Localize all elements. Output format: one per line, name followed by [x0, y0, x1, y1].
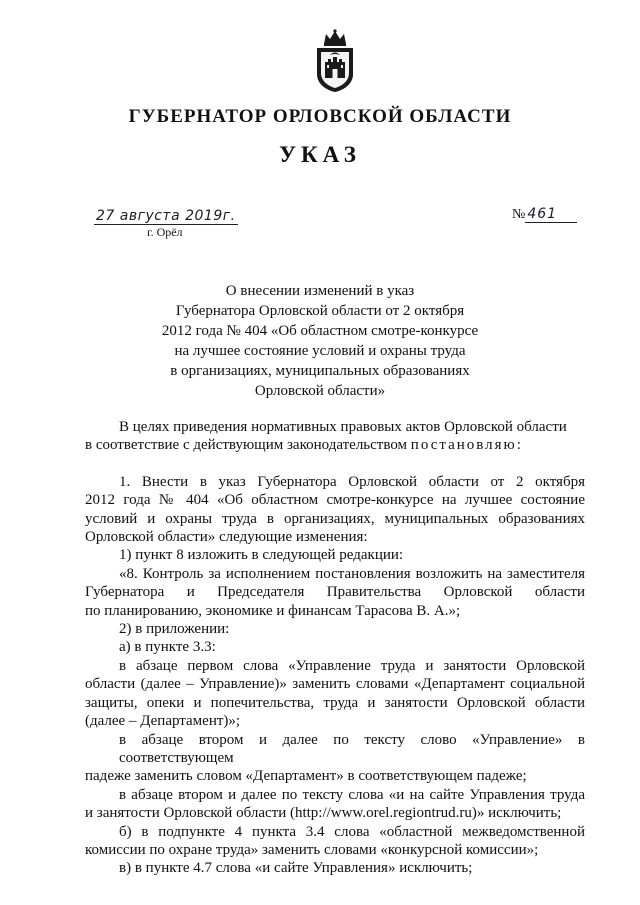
number-sign: №	[512, 207, 526, 222]
subject-line: Губернатора Орловской области от 2 октября	[175, 303, 465, 319]
handwritten-date: 27 августа 2019г.	[96, 208, 236, 224]
body-line: Орловской области» следующие изменения:	[85, 529, 368, 546]
subject-line: в организациях, муниципальных образованиях	[170, 363, 470, 379]
body-line: области (далее – Управление)» заменить словами «Департамент социальной	[85, 676, 585, 693]
body-line: в абзаце втором и далее по тексту слово «Управление» в соответствующем	[119, 731, 585, 766]
preamble-line	[85, 436, 585, 454]
body-line: Губернатора и Председателя Правительства Орловской области	[85, 584, 585, 601]
preamble-text: в соответствие с действующим законодательством	[85, 437, 411, 454]
body-line: в абзаце первом слова «Управление труда и занятости Орловской	[119, 657, 585, 674]
document-type: УКАЗ	[279, 142, 361, 167]
resolution-word: постановляю	[410, 437, 517, 454]
body-line: падеже заменить словом «Департамент» в соответствующем падеже;	[85, 768, 527, 785]
subject-line: О внесении изменений в указ	[225, 283, 415, 299]
body-line: по планированию, экономике и финансам Тарасова В. А.»;	[85, 602, 461, 619]
subject-line: на лучшее состояние условий и охраны труда	[174, 343, 466, 359]
subject-line: Орловской области»	[254, 383, 386, 399]
subject-line: 2012 года № 404 «Об областном смотре-конкурсе	[161, 323, 479, 339]
coat-of-arms-emblem	[312, 28, 358, 94]
issuing-authority: ГУБЕРНАТОР ОРЛОВСКОЙ ОБЛАСТИ	[128, 106, 512, 127]
body-line: условий и охраны труда в организациях, муниципальных образованиях	[85, 510, 585, 527]
body-line: 1. Внести в указ Губернатора Орловской области от 2 октября	[119, 473, 585, 490]
preamble-line: В целях приведения нормативных правовых актов Орловской области	[119, 419, 567, 435]
body-line: в) в пункте 4.7 слова «и сайте Управления» исключить;	[119, 860, 473, 877]
body-line: защиты, опеки и попечительства, труда и занятости Орловской области	[85, 694, 585, 711]
body-line: (далее – Департамент)»;	[85, 713, 241, 730]
preamble-colon: :	[516, 437, 521, 454]
city-name: г. Орёл	[147, 225, 183, 239]
body-line: комиссии по охране труда» заменить словами «конкурсной комиссии»;	[85, 841, 539, 858]
body-line: 2012 года № 404 «Об областном смотре-конкурсе на лучшее состояние	[85, 492, 585, 509]
body-line: в абзаце втором и далее по тексту слова «и на сайте Управления труда	[119, 786, 585, 803]
handwritten-number: 461	[525, 206, 577, 223]
body-line: б) в подпункте 4 пункта 3.4 слова «областной межведомственной	[119, 823, 585, 840]
decree-subject	[120, 281, 520, 401]
body-line: 2) в приложении:	[119, 621, 230, 638]
body-line: «8. Контроль за исполнением постановления возложить на заместителя	[119, 565, 585, 582]
body-line: 1) пункт 8 изложить в следующей редакции:	[119, 547, 404, 564]
body-line: и занятости Орловской области (http://www.orel.regiontrud.ru)» исключить;	[85, 805, 562, 822]
document-number	[512, 206, 577, 223]
body-line: а) в пункте 3.3:	[119, 639, 216, 656]
decree-body	[85, 418, 585, 878]
